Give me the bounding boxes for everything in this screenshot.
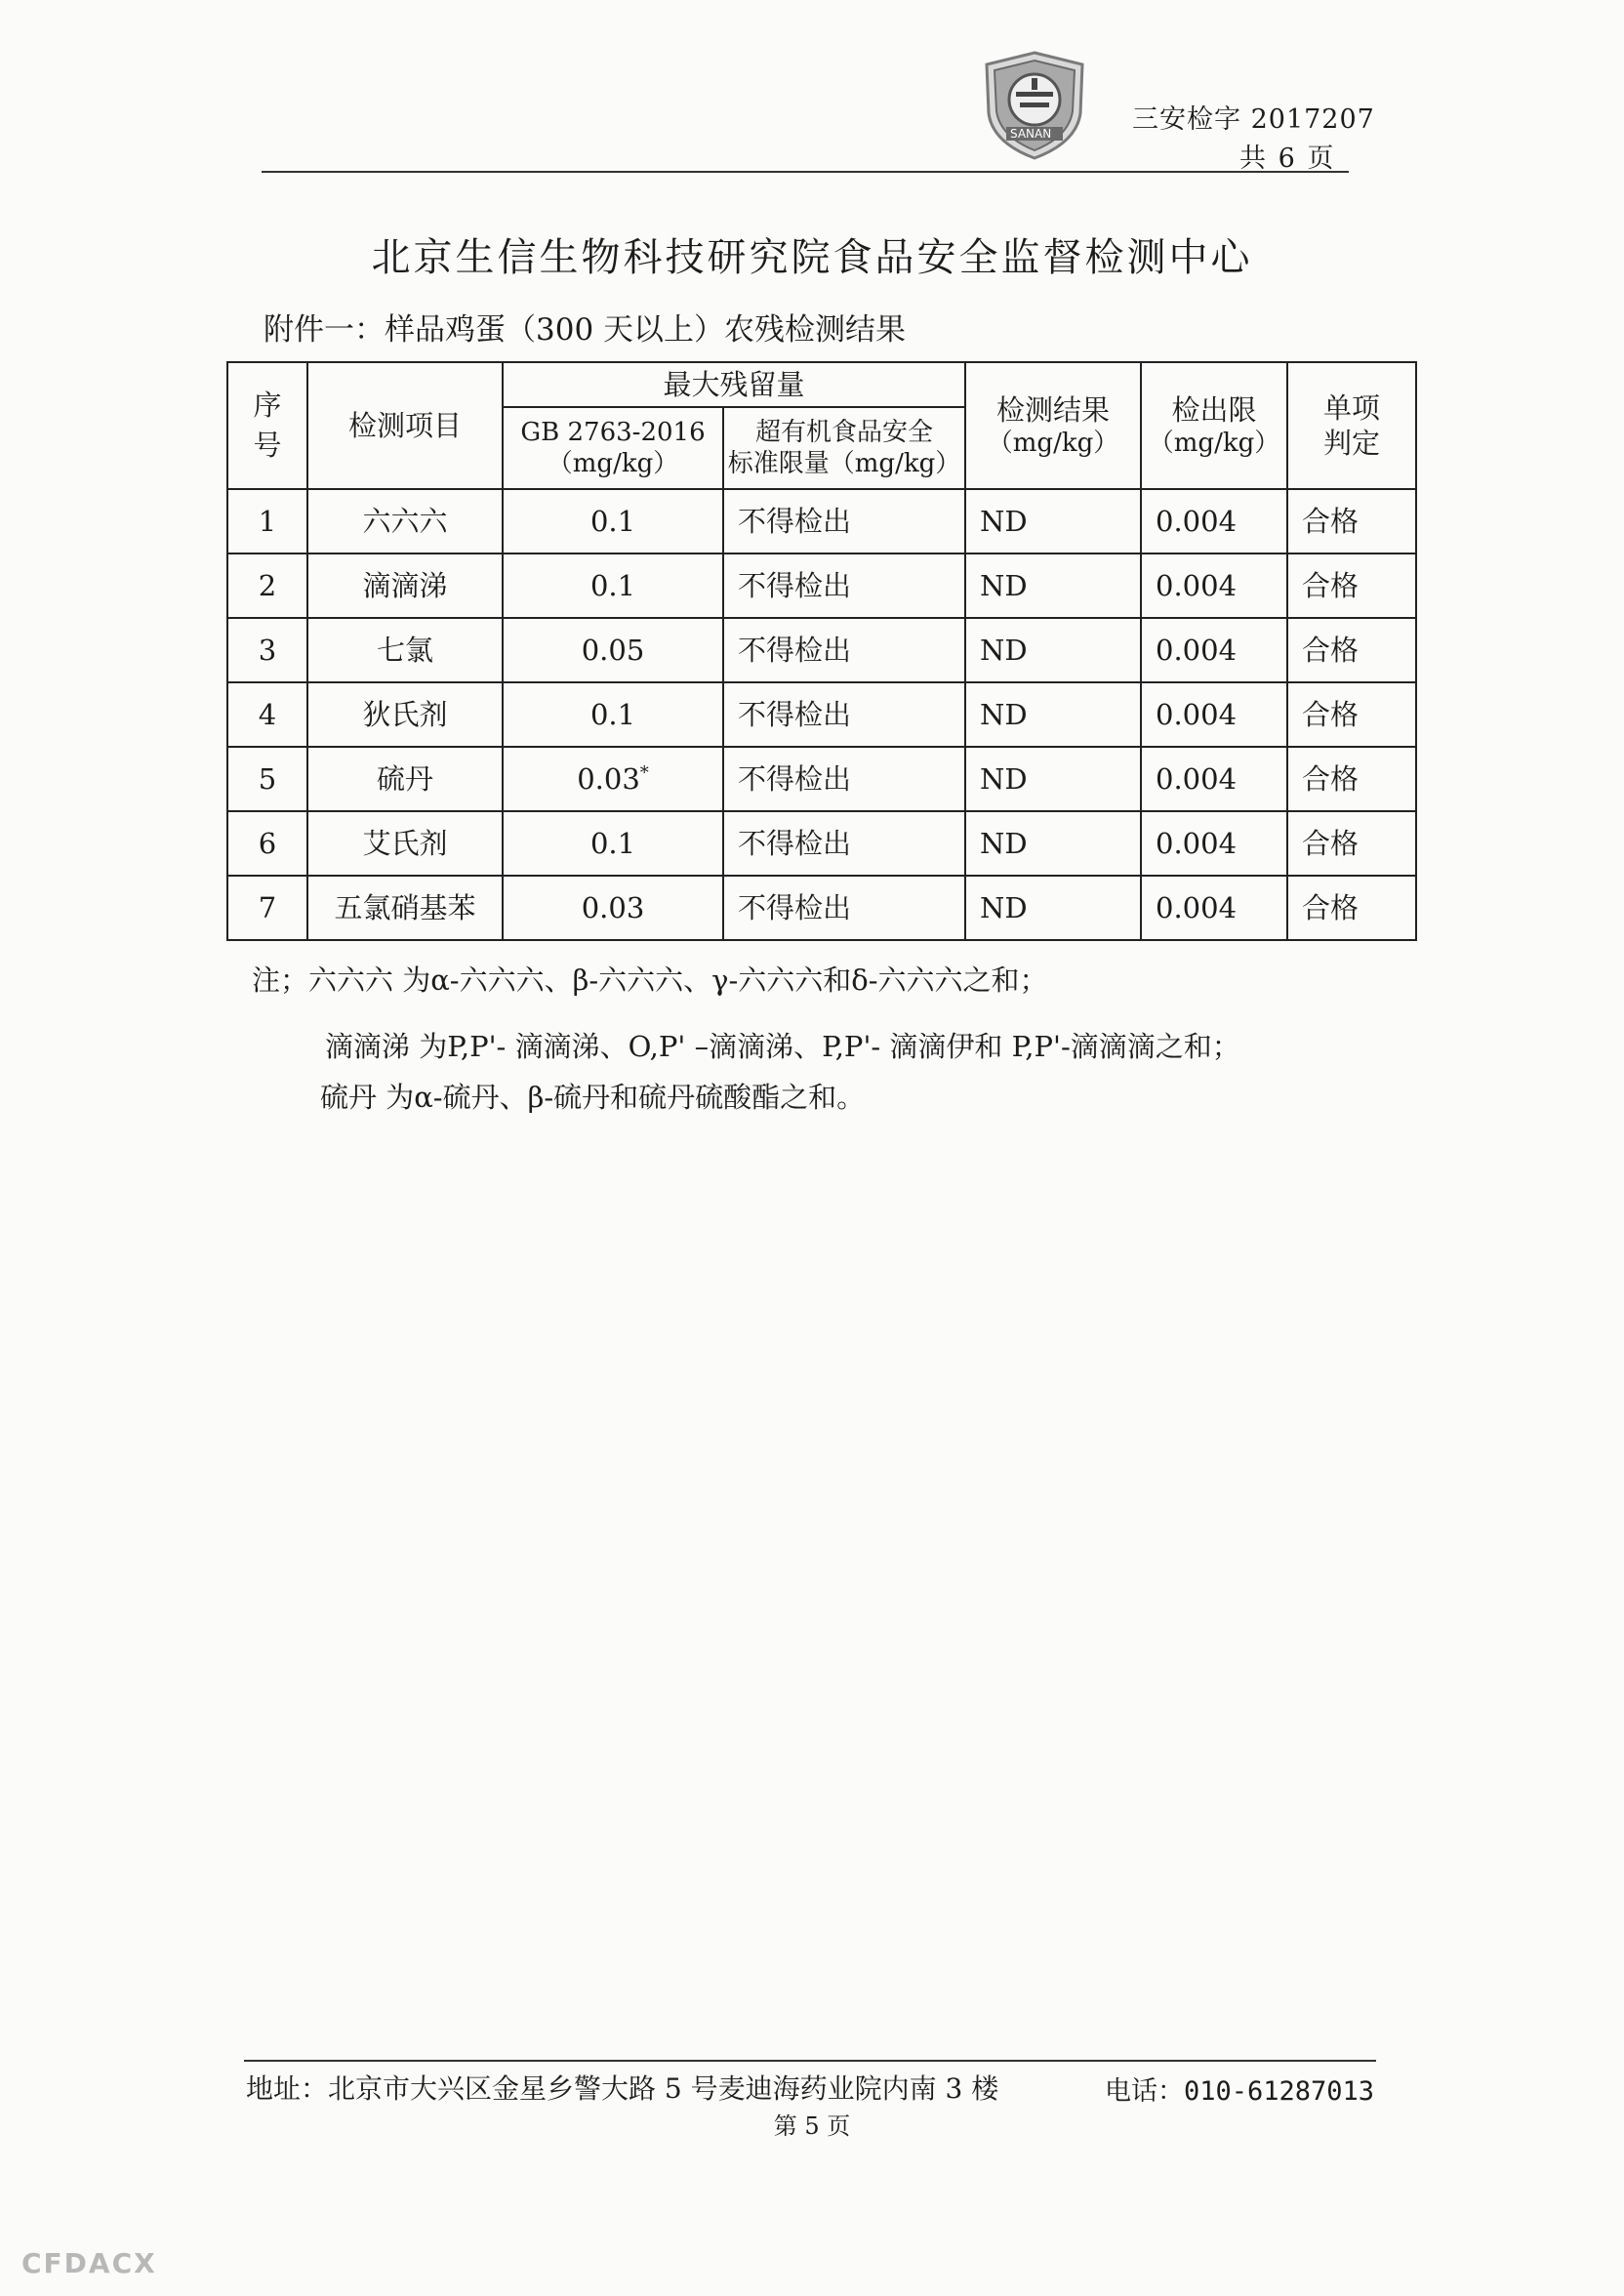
cell-gb: 0.1 (503, 489, 723, 554)
cell-verdict: 合格 (1287, 876, 1416, 940)
cell-item: 五氯硝基苯 (307, 876, 503, 940)
cell-item: 滴滴涕 (307, 554, 503, 618)
cell-result: ND (965, 876, 1141, 940)
header-max-residue: 最大残留量 (503, 362, 965, 407)
header-divider (262, 171, 1349, 173)
cell-item: 七氯 (307, 618, 503, 682)
footer-address: 地址：北京市大兴区金星乡警大路 5 号麦迪海药业院内南 3 楼 (246, 2072, 999, 2105)
cell-result: ND (965, 747, 1141, 811)
cell-result: ND (965, 489, 1141, 554)
table-row (227, 747, 1416, 811)
sanan-logo (981, 49, 1088, 161)
cell-lod: 0.004 (1141, 489, 1287, 554)
cell-item: 硫丹 (307, 747, 503, 811)
cell-verdict: 合格 (1287, 618, 1416, 682)
cell-verdict: 合格 (1287, 747, 1416, 811)
header-verdict: 单项 判定 (1287, 362, 1416, 489)
cell-lod: 0.004 (1141, 811, 1287, 876)
header-result: 检测结果 （mg/kg） (965, 362, 1141, 489)
cell-result: ND (965, 554, 1141, 618)
note-line: 滴滴涕 为P,P'- 滴滴涕、O,P' –滴滴涕、P,P'- 滴滴伊和 P,P'-滴滴滴之和； (325, 1030, 1240, 1063)
cell-lod: 0.004 (1141, 747, 1287, 811)
cell-result: ND (965, 682, 1141, 747)
cell-seq: 1 (227, 489, 307, 554)
cell-gb: 0.1 (503, 554, 723, 618)
cell-item: 艾氏剂 (307, 811, 503, 876)
cell-seq: 5 (227, 747, 307, 811)
table-row (227, 876, 1416, 940)
cell-seq: 4 (227, 682, 307, 747)
cell-gb: 0.03* (503, 747, 723, 811)
cell-organic: 不得检出 (723, 747, 965, 811)
cell-result: ND (965, 811, 1141, 876)
cell-item: 六六六 (307, 489, 503, 554)
note-line: 注；六六六 为α-六六六、β-六六六、γ-六六六和δ-六六六之和； (252, 964, 1048, 997)
watermark: CFDACX (21, 2247, 157, 2279)
cell-organic: 不得检出 (723, 876, 965, 940)
residue-results-table (226, 361, 1417, 941)
shield-icon (981, 49, 1088, 161)
cell-gb: 0.05 (503, 618, 723, 682)
report-number: 三安检字 2017207 (1132, 104, 1375, 135)
cell-verdict: 合格 (1287, 682, 1416, 747)
cell-lod: 0.004 (1141, 554, 1287, 618)
cell-gb: 0.1 (503, 682, 723, 747)
cell-organic: 不得检出 (723, 618, 965, 682)
cell-seq: 3 (227, 618, 307, 682)
document-subtitle: 附件一：样品鸡蛋（300 天以上）农残检测结果 (264, 312, 907, 348)
footer-phone: 电话：010-61287013 (1105, 2076, 1375, 2107)
cell-gb: 0.03 (503, 876, 723, 940)
table-row (227, 489, 1416, 554)
cell-lod: 0.004 (1141, 682, 1287, 747)
cell-result: ND (965, 618, 1141, 682)
cell-seq: 6 (227, 811, 307, 876)
footer-divider (244, 2060, 1376, 2062)
note-line: 硫丹 为α-硫丹、β-硫丹和硫丹硫酸酯之和。 (320, 1081, 866, 1114)
cell-verdict: 合格 (1287, 811, 1416, 876)
cell-organic: 不得检出 (723, 489, 965, 554)
header-gb: GB 2763-2016 （mg/kg） (503, 407, 723, 489)
cell-lod: 0.004 (1141, 618, 1287, 682)
cell-seq: 7 (227, 876, 307, 940)
table-row (227, 618, 1416, 682)
table-row (227, 554, 1416, 618)
page-number: 第 5 页 (773, 2112, 851, 2140)
header-item: 检测项目 (307, 362, 503, 489)
cell-organic: 不得检出 (723, 554, 965, 618)
cell-gb: 0.1 (503, 811, 723, 876)
cell-seq: 2 (227, 554, 307, 618)
table-row (227, 811, 1416, 876)
header-lod: 检出限 （mg/kg） (1141, 362, 1287, 489)
document-title: 北京生信生物科技研究院食品安全监督检测中心 (371, 235, 1253, 280)
cell-verdict: 合格 (1287, 489, 1416, 554)
table-row (227, 682, 1416, 747)
header-organic: 超有机食品安全 标准限量（mg/kg） (723, 407, 965, 489)
cell-organic: 不得检出 (723, 811, 965, 876)
page-total: 共 6 页 (1239, 144, 1336, 174)
cell-organic: 不得检出 (723, 682, 965, 747)
table-header-row (227, 362, 1416, 407)
cell-lod: 0.004 (1141, 876, 1287, 940)
cell-item: 狄氏剂 (307, 682, 503, 747)
cell-verdict: 合格 (1287, 554, 1416, 618)
logo-text: SANAN (1010, 127, 1052, 141)
header-seq: 序号 (227, 362, 307, 489)
